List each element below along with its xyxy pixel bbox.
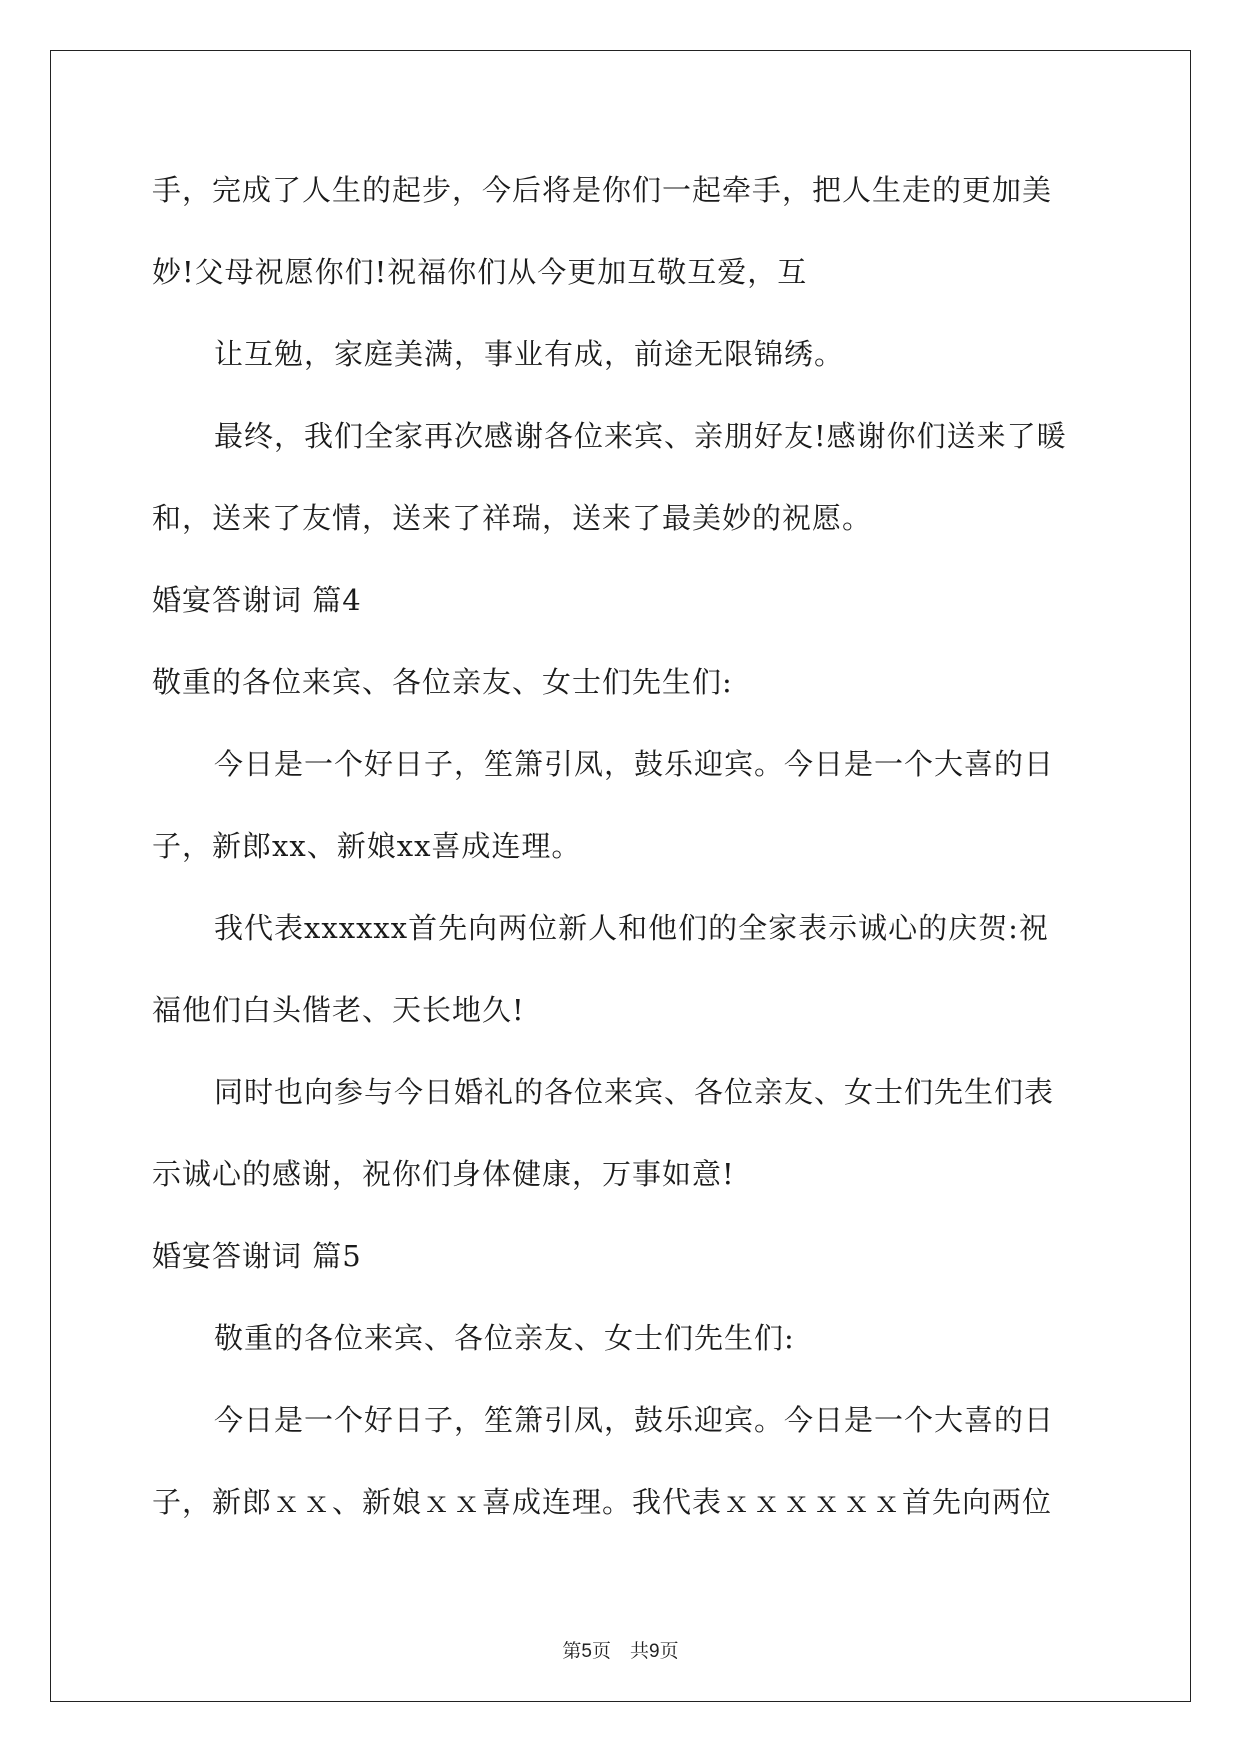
- footer-prefix: 第: [562, 1640, 582, 1662]
- footer-suffix: 页: [659, 1640, 679, 1662]
- total-pages-number: 9: [649, 1641, 660, 1662]
- text-line: 最终，我们全家再次感谢各位来宾、亲朋好友!感谢你们送来了暖: [214, 419, 1067, 453]
- text-line: 子，新郎xx、新娘xx喜成连理。: [152, 829, 582, 863]
- text-line: 今日是一个好日子，笙箫引凤，鼓乐迎宾。今日是一个大喜的日: [214, 747, 1055, 781]
- text-line: 让互勉，家庭美满，事业有成，前途无限锦绣。: [214, 337, 845, 371]
- section-heading: 婚宴答谢词 篇5: [152, 1239, 362, 1273]
- text-line: 我代表xxxxxx首先向两位新人和他们的全家表示诚心的庆贺:祝: [214, 911, 1049, 945]
- page-footer: [0, 1636, 1241, 1663]
- section-heading: 婚宴答谢词 篇4: [152, 583, 362, 617]
- text-line: 示诚心的感谢，祝你们身体健康，万事如意!: [152, 1157, 735, 1191]
- page-border: [50, 50, 1191, 1702]
- footer-middle: 页 共: [591, 1640, 649, 1662]
- text-line: 手，完成了人生的起步，今后将是你们一起牵手，把人生走的更加美: [152, 173, 1053, 207]
- text-line: 和，送来了友情，送来了祥瑞，送来了最美妙的祝愿。: [152, 501, 873, 535]
- text-line: 福他们白头偕老、天长地久!: [152, 993, 525, 1027]
- text-line: 妙!父母祝愿你们!祝福你们从今更加互敬互爱，互: [152, 255, 808, 289]
- text-line: 同时也向参与今日婚礼的各位来宾、各位亲友、女士们先生们表: [214, 1075, 1055, 1109]
- salutation: 敬重的各位来宾、各位亲友、女士们先生们:: [214, 1321, 795, 1355]
- text-line: 今日是一个好日子，笙箫引凤，鼓乐迎宾。今日是一个大喜的日: [214, 1403, 1055, 1437]
- text-line: 子，新郎ｘｘ、新娘ｘｘ喜成连理。我代表ｘｘｘｘｘｘ首先向两位: [152, 1485, 1053, 1519]
- salutation: 敬重的各位来宾、各位亲友、女士们先生们:: [152, 665, 733, 699]
- current-page-number: 5: [581, 1641, 592, 1662]
